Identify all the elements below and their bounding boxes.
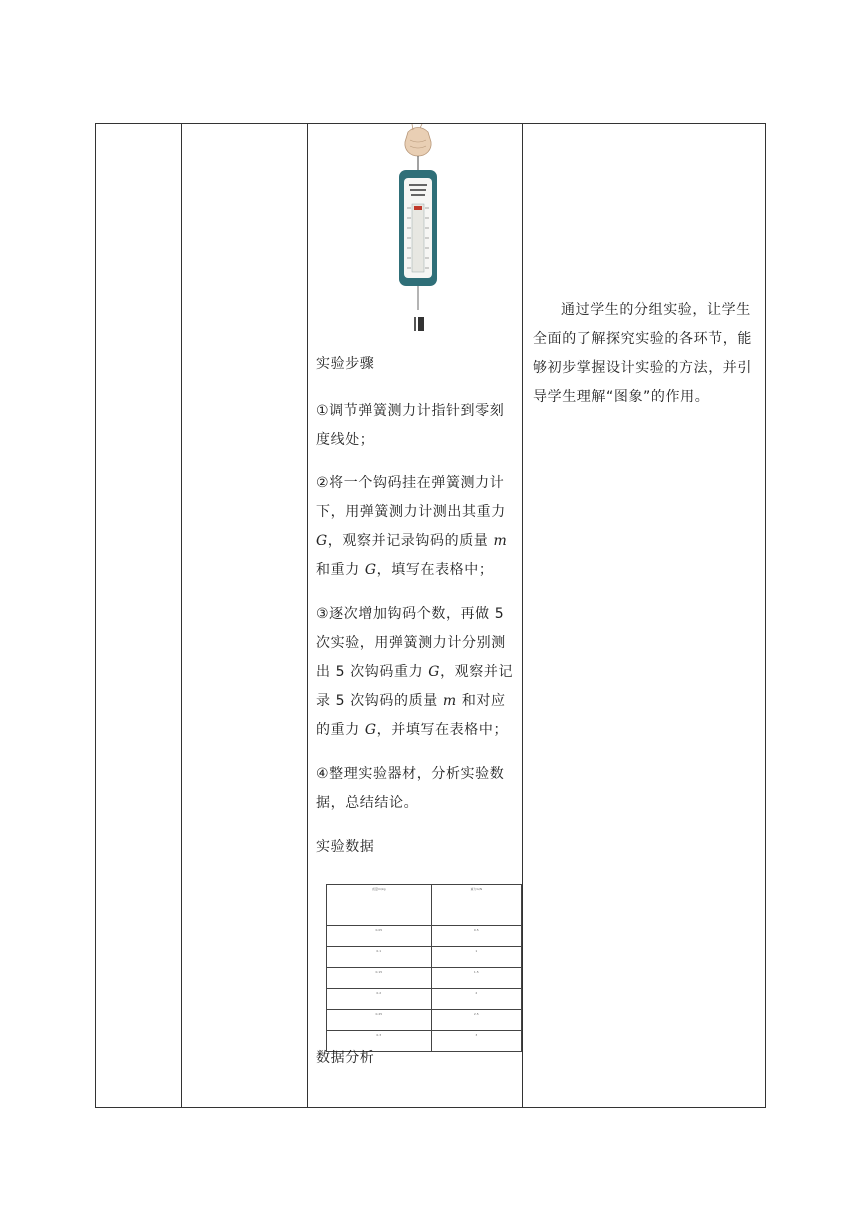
activity-column bbox=[308, 124, 522, 1107]
table-cell: 0.2 bbox=[327, 989, 432, 1010]
table-cell: 2 bbox=[431, 989, 521, 1010]
step-1: ①调节弹簧测力计指针到零刻度线处； bbox=[316, 403, 505, 448]
table-cell: 1 bbox=[431, 947, 521, 968]
table-cell: 0.25 bbox=[327, 1010, 432, 1031]
table-row bbox=[327, 1010, 522, 1031]
step-4: ④整理实验器材，分析实验数据，总结结论。 bbox=[316, 766, 505, 811]
table-row bbox=[327, 968, 522, 989]
data-table bbox=[326, 884, 522, 1052]
table-row bbox=[327, 989, 522, 1010]
lesson-table bbox=[95, 123, 766, 1108]
design-intent-column bbox=[523, 124, 766, 1107]
table-cell: 0.05 bbox=[327, 926, 432, 947]
design-intent-text: 通过学生的分组实验，让学生全面的了解探究实验的各环节，能够初步掌握设计实验的方法，并引导学生理解“图象”的作用。 bbox=[533, 302, 752, 405]
table-header-cell: 质量m/kg bbox=[327, 885, 432, 926]
table-cell: 0.3 bbox=[327, 1031, 432, 1052]
step-heading: 实验步骤 bbox=[316, 356, 375, 372]
table-cell: 2.5 bbox=[431, 1010, 521, 1031]
table-header-row bbox=[327, 885, 522, 926]
table-header-cell: 重力G/N bbox=[431, 885, 521, 926]
table-row bbox=[327, 926, 522, 947]
step-3: ③逐次增加钩码个数，再做 5 次实验，用弹簧测力计分别测出 5 次钩码重力 G，观察并记录 5 次钩码的质量 m 和对应的重力 G，并填写在表格中； bbox=[316, 606, 514, 738]
analysis-heading: 数据分析 bbox=[316, 1050, 375, 1066]
table-cell: 1.5 bbox=[431, 968, 521, 989]
table-cell: 0.15 bbox=[327, 968, 432, 989]
table-cell: 3 bbox=[431, 1031, 521, 1052]
table-cell: 0.5 bbox=[431, 926, 521, 947]
column-divider bbox=[181, 124, 182, 1107]
spring-scale-illustration bbox=[368, 124, 468, 336]
data-heading: 实验数据 bbox=[316, 839, 375, 855]
table-cell: 0.1 bbox=[327, 947, 432, 968]
step-2: ②将一个钩码挂在弹簧测力计下，用弹簧测力计测出其重力G，观察并记录钩码的质量 m 和重力 G，填写在表格中； bbox=[316, 475, 508, 578]
table-row bbox=[327, 947, 522, 968]
